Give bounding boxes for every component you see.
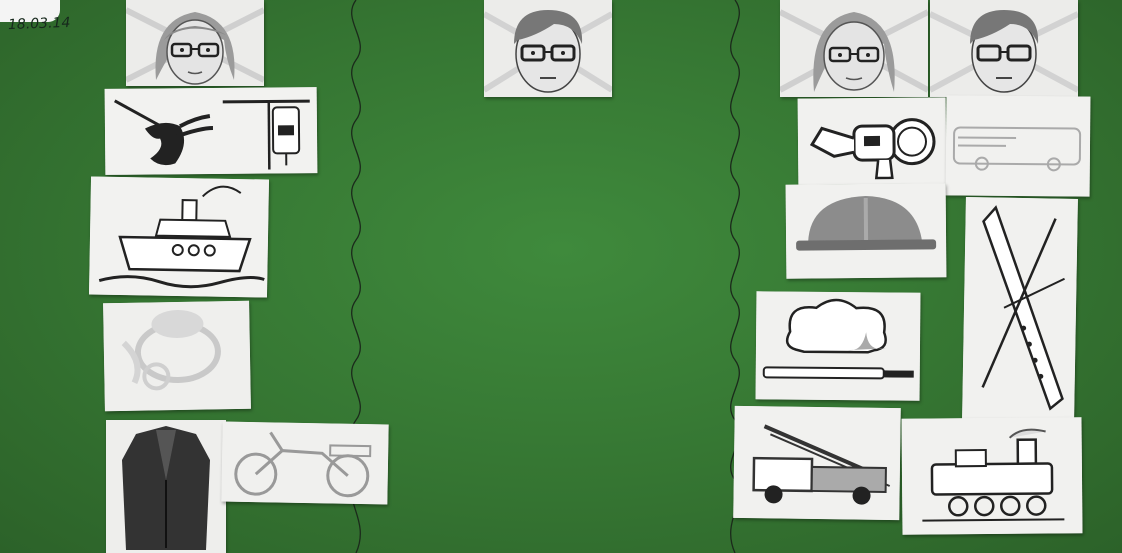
astronaut-card (798, 97, 947, 184)
hard-hat-icon (786, 183, 947, 278)
fire-truck-card (733, 406, 901, 520)
woman-face-card-left (126, 0, 264, 86)
woman-face-card-right (780, 0, 928, 97)
man-face-card-middle (484, 0, 612, 97)
locomotive-icon (901, 417, 1082, 535)
airplane-icon (962, 197, 1078, 421)
coat-card (106, 420, 226, 553)
woman-face-icon (780, 0, 928, 97)
chef-hat-card (756, 291, 921, 400)
motorcycle-card (221, 422, 388, 505)
bus-card (946, 95, 1091, 196)
ship-card (89, 176, 269, 297)
ship-icon (89, 176, 269, 297)
airplane-card (962, 197, 1078, 421)
man-face-icon (930, 0, 1078, 97)
fire-truck-icon (733, 406, 901, 520)
astronaut-icon (798, 97, 947, 184)
man-face-icon (484, 0, 612, 97)
man-face-card-right (930, 0, 1078, 97)
diving-helmet-icon (103, 301, 251, 412)
date-label: 18.03.14 (7, 14, 71, 34)
diving-helmet-card (103, 301, 251, 412)
motorcycle-icon (221, 422, 388, 505)
locomotive-card (901, 417, 1082, 535)
woman-face-icon (126, 0, 264, 86)
hard-hat-card (786, 183, 947, 278)
coat-icon (106, 420, 226, 553)
bus-icon (946, 95, 1091, 196)
chef-hat-knife-icon (756, 291, 921, 400)
hand-brush-iv-icon (105, 87, 318, 175)
brush-and-iv-card (105, 87, 318, 175)
